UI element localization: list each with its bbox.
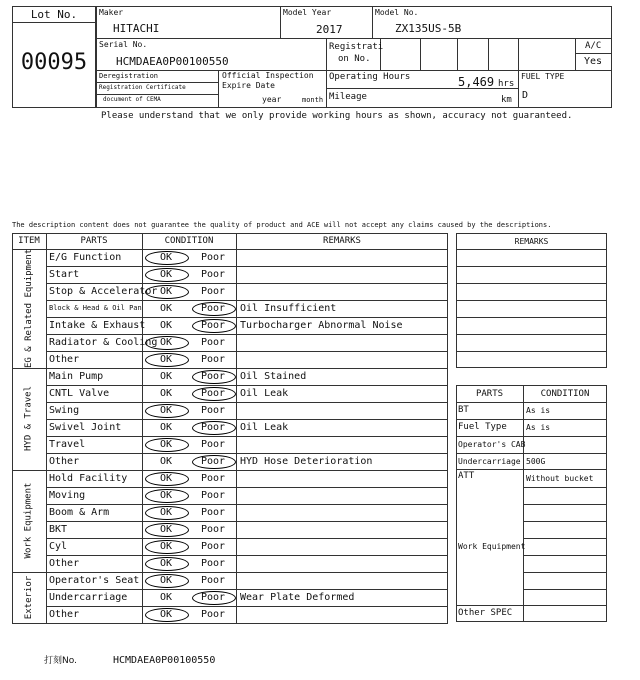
divider [46, 555, 448, 556]
poor-circled-mark [192, 302, 236, 316]
serial-value: HCMDAEA0P00100550 [116, 55, 229, 68]
part-name: Travel [49, 439, 86, 450]
divider [523, 572, 607, 573]
spec-label: BT [458, 405, 469, 415]
km-unit: km [501, 95, 512, 105]
divider [523, 589, 607, 590]
divider [46, 402, 448, 403]
ok-circled-mark [145, 489, 189, 503]
model-year-label: Model Year [283, 8, 332, 17]
condition-ok: OK [159, 286, 173, 297]
divider [280, 6, 281, 38]
divider [46, 351, 448, 352]
remark-text: Turbocharger Abnormal Noise [240, 320, 403, 331]
operating-hours-label: Operating Hours [329, 72, 411, 82]
divider [218, 70, 219, 108]
divider [46, 419, 448, 420]
condition-ok: OK [159, 507, 173, 518]
group-label-0: EG & Related Equipment [23, 248, 34, 368]
ok-circled-mark [145, 353, 189, 367]
hours-unit: hrs [498, 79, 515, 89]
divider [456, 317, 607, 318]
condition-poor: Poor [200, 388, 226, 399]
part-name: BKT [49, 524, 68, 535]
right-remarks-header: REMARKS [514, 237, 549, 246]
divider [456, 453, 607, 454]
divider [420, 38, 421, 70]
ok-circled-mark [145, 608, 189, 622]
group-label-2: Work Equipment [23, 482, 34, 559]
fuel-type-value: D [522, 90, 529, 101]
right-condition-header: CONDITION [540, 389, 590, 399]
divider [12, 22, 96, 23]
spec-value: 500G [526, 457, 546, 466]
condition-poor: Poor [200, 456, 226, 467]
divider [46, 385, 448, 386]
divider [456, 249, 607, 250]
condition-poor: Poor [200, 252, 226, 263]
poor-circled-mark [192, 421, 236, 435]
condition-poor: Poor [200, 269, 226, 280]
part-name: Block & Head & Oil Pan [49, 304, 142, 312]
divider [372, 6, 373, 38]
ac-label: A/C [585, 41, 602, 51]
spec-label: Operator's CAB [458, 440, 526, 449]
condition-ok: OK [159, 422, 173, 433]
inspection-label-2: Expire Date [222, 81, 275, 90]
part-name: Operator's Seat [49, 575, 140, 586]
divider [523, 487, 607, 488]
divider [456, 300, 607, 301]
condition-poor: Poor [200, 354, 226, 365]
condition-ok: OK [159, 405, 173, 416]
month-label: month [302, 96, 324, 104]
registration-label: Registrati [329, 42, 384, 52]
condition-poor: Poor [200, 507, 226, 518]
divider [96, 38, 612, 39]
part-name: Other [49, 456, 80, 467]
remark-text: Oil Leak [240, 422, 289, 433]
remark-text: Oil Stained [240, 371, 307, 382]
spec-label: ATT [458, 471, 475, 481]
condition-ok: OK [159, 303, 173, 314]
part-name: Swivel Joint [49, 422, 122, 433]
stamp-no-value: HCMDAEA0P00100550 [113, 655, 216, 666]
condition-poor: Poor [200, 286, 226, 297]
divider [456, 283, 607, 284]
divider [457, 38, 458, 70]
remark-text: Oil Insufficient [240, 303, 337, 314]
divider [456, 351, 607, 352]
ac-value: Yes [584, 56, 603, 67]
divider [46, 538, 448, 539]
divider [46, 436, 448, 437]
part-name: Start [49, 269, 80, 280]
divider [236, 233, 237, 623]
part-name: Hold Facility [49, 473, 128, 484]
ok-circled-mark [145, 523, 189, 537]
group-label-3: Exterior [23, 575, 34, 619]
condition-poor: Poor [200, 575, 226, 586]
spec-label: Undercarriage [458, 457, 521, 466]
operating-hours-value: 5,469 [458, 75, 495, 89]
col-condition-header: CONDITION [164, 236, 214, 246]
part-name: Other [49, 558, 80, 569]
ok-circled-mark [145, 404, 189, 418]
divider [96, 94, 218, 95]
condition-ok: OK [159, 609, 173, 620]
col-parts-header: PARTS [80, 236, 108, 246]
spec-label: Work Equipment [458, 542, 526, 551]
group-label-1: HYD & Travel [23, 385, 34, 452]
divider [46, 504, 448, 505]
part-name: E/G Function [49, 252, 122, 263]
condition-ok: OK [159, 388, 173, 399]
divider [12, 368, 448, 369]
condition-poor: Poor [200, 439, 226, 450]
divider [46, 233, 47, 623]
ok-circled-mark [145, 336, 189, 350]
divider [523, 521, 607, 522]
right-parts-header: PARTS [475, 389, 504, 399]
deregistration-label: Deregistration [99, 72, 159, 80]
remark-text: Oil Leak [240, 388, 289, 399]
part-name: Moving [49, 490, 86, 501]
stamp-no-label: 打刻No. [44, 656, 77, 666]
poor-circled-mark [192, 591, 236, 605]
year-label: year [262, 95, 282, 104]
divider [46, 589, 448, 590]
col-item-header: ITEM [18, 236, 40, 246]
condition-poor: Poor [200, 541, 226, 552]
divider [518, 38, 519, 70]
condition-ok: OK [159, 456, 173, 467]
condition-ok: OK [159, 269, 173, 280]
lot-no-label: Lot No. [30, 8, 78, 21]
divider [46, 300, 448, 301]
part-name: Undercarriage [49, 592, 128, 603]
model-no-label: Model No. [375, 8, 419, 17]
divider [456, 334, 607, 335]
divider [46, 317, 448, 318]
divider [12, 572, 448, 573]
part-name: Boom & Arm [49, 507, 110, 518]
divider [12, 470, 448, 471]
part-name: Radiator & Cooling [49, 337, 158, 348]
ok-circled-mark [145, 557, 189, 571]
divider [456, 402, 607, 403]
poor-circled-mark [192, 387, 236, 401]
condition-poor: Poor [200, 405, 226, 416]
divider [46, 266, 448, 267]
condition-poor: Poor [200, 558, 226, 569]
condition-ok: OK [159, 354, 173, 365]
description-notice: The description content does not guarantee the quality of product and ACE will not accept any claims caused by the descriptions. [12, 221, 552, 229]
condition-poor: Poor [200, 303, 226, 314]
condition-ok: OK [159, 490, 173, 501]
divider [518, 70, 519, 108]
remark-text: Wear Plate Deformed [240, 592, 355, 603]
divider [96, 70, 612, 71]
model-year-value: 2017 [316, 23, 343, 36]
ok-circled-mark [145, 506, 189, 520]
condition-ok: OK [159, 320, 173, 331]
part-name: CNTL Valve [49, 388, 110, 399]
condition-poor: Poor [200, 371, 226, 382]
divider [46, 334, 448, 335]
condition-poor: Poor [200, 320, 226, 331]
condition-ok: OK [159, 592, 173, 603]
registration-label-2: on No. [338, 54, 371, 64]
condition-poor: Poor [200, 337, 226, 348]
inspection-label: Official Inspection [222, 71, 314, 80]
cema-label: document of CEMA [103, 96, 161, 103]
condition-ok: OK [159, 473, 173, 484]
divider [46, 283, 448, 284]
spec-value: Without bucket [526, 474, 594, 483]
maker-label: Maker [99, 8, 124, 17]
poor-circled-mark [192, 370, 236, 384]
condition-poor: Poor [200, 422, 226, 433]
part-name: Other [49, 609, 80, 620]
spec-value: As is [526, 406, 551, 415]
condition-ok: OK [159, 252, 173, 263]
divider [456, 469, 607, 470]
registration-certificate-label: Registration Certificate [99, 84, 186, 91]
spec-label: Other SPEC [458, 608, 513, 618]
ok-circled-mark [145, 268, 189, 282]
part-name: Main Pump [49, 371, 104, 382]
poor-circled-mark [192, 455, 236, 469]
hours-notice: Please understand that we only provide working hours as shown, accuracy not guaranteed. [101, 111, 573, 121]
spec-value: As is [526, 423, 551, 432]
ok-circled-mark [145, 574, 189, 588]
divider [456, 419, 607, 420]
ok-circled-mark [145, 472, 189, 486]
condition-ok: OK [159, 439, 173, 450]
divider [456, 436, 607, 437]
ok-circled-mark [145, 540, 189, 554]
serial-label: Serial No. [99, 40, 148, 49]
divider [46, 606, 448, 607]
divider [12, 249, 448, 250]
condition-ok: OK [159, 558, 173, 569]
divider [523, 504, 607, 505]
divider [456, 266, 607, 267]
condition-poor: Poor [200, 490, 226, 501]
condition-ok: OK [159, 524, 173, 535]
ok-circled-mark [145, 251, 189, 265]
part-name: Cyl [49, 541, 68, 552]
part-name: Other [49, 354, 80, 365]
part-name: Intake & Exhaust [49, 320, 146, 331]
divider [326, 38, 327, 70]
condition-poor: Poor [200, 609, 226, 620]
spec-label: Fuel Type [458, 422, 507, 432]
lot-no-value: 00095 [20, 50, 88, 75]
divider [575, 38, 576, 70]
divider [46, 453, 448, 454]
ok-circled-mark [145, 438, 189, 452]
col-remarks-header: REMARKS [323, 236, 361, 246]
divider [46, 521, 448, 522]
divider [523, 555, 607, 556]
divider [326, 70, 327, 108]
divider [575, 53, 612, 54]
part-name: Swing [49, 405, 80, 416]
ok-circled-mark [145, 285, 189, 299]
remark-text: HYD Hose Deterioration [240, 456, 373, 467]
fuel-type-label: FUEL TYPE [521, 72, 565, 81]
poor-circled-mark [192, 319, 236, 333]
condition-poor: Poor [200, 524, 226, 535]
model-no-value: ZX135US-5B [395, 22, 462, 35]
condition-ok: OK [159, 541, 173, 552]
divider [488, 38, 489, 70]
condition-poor: Poor [200, 473, 226, 484]
part-name: Stop & Accelerator [49, 286, 158, 297]
condition-ok: OK [159, 575, 173, 586]
condition-ok: OK [159, 371, 173, 382]
divider [46, 487, 448, 488]
mileage-label: Mileage [329, 92, 367, 102]
divider [523, 538, 607, 539]
condition-ok: OK [159, 337, 173, 348]
divider [96, 82, 218, 83]
maker-value: HITACHI [113, 22, 160, 35]
condition-poor: Poor [200, 592, 226, 603]
divider [456, 605, 607, 606]
